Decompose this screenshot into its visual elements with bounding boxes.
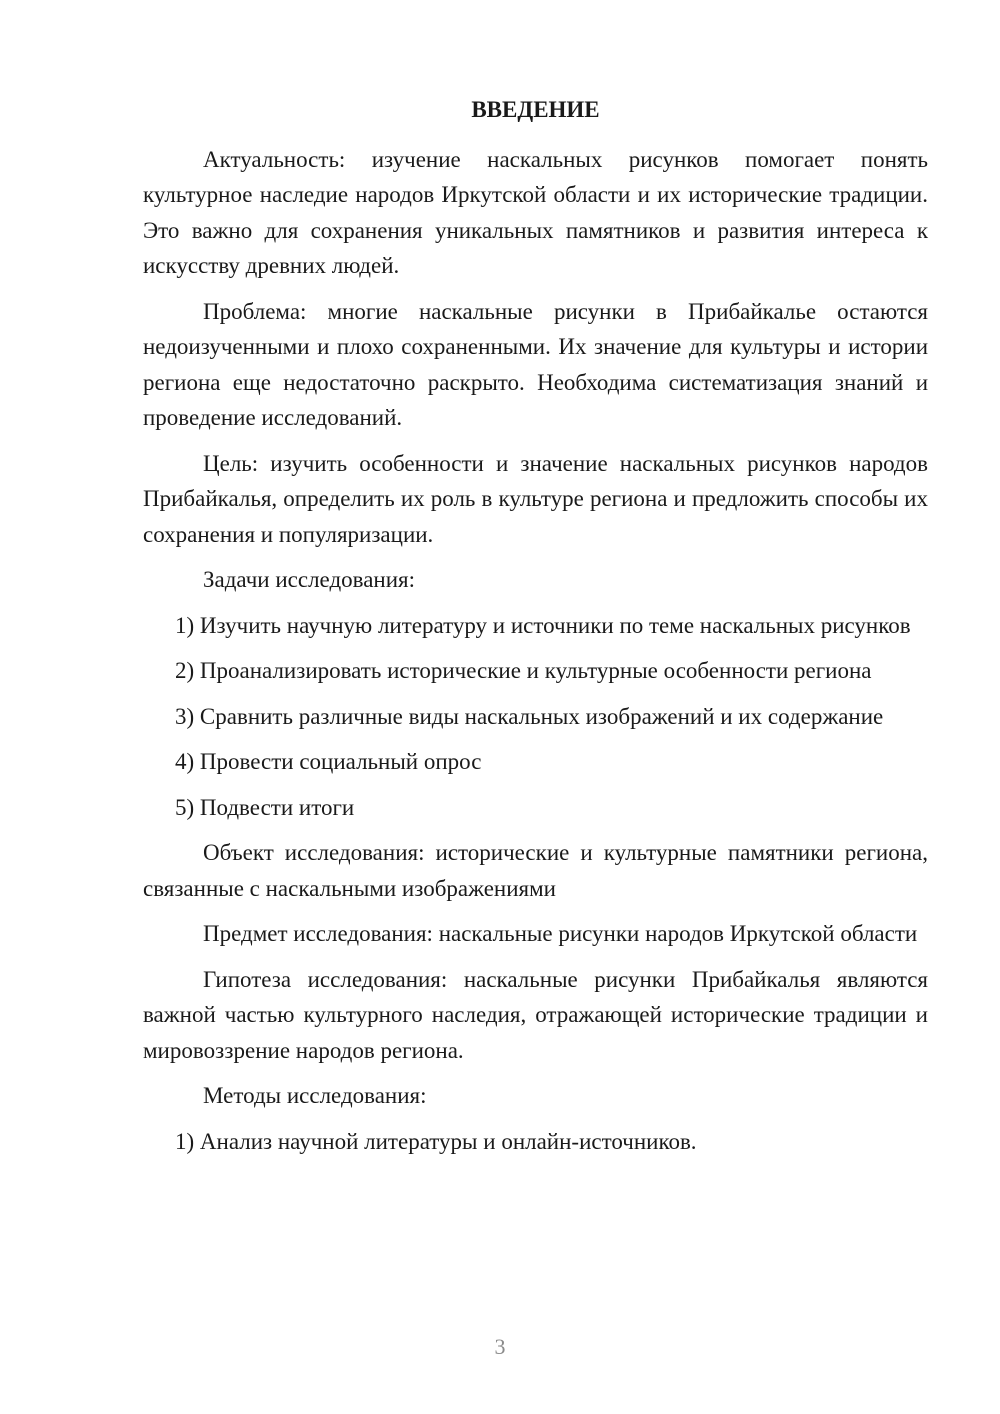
paragraph-relevance: Актуальность: изучение наскальных рисунков помогает понять культурное наследие народов Иркутской области и их исторические традиции. Это важно для сохранения уникальных памятников и развития интереса к искусству древних людей. bbox=[143, 146, 928, 278]
task-item-4: 4) Провести социальный опрос bbox=[175, 749, 482, 774]
methods-heading: Методы исследования: bbox=[203, 1083, 427, 1108]
task-item-1: 1) Изучить научную литературу и источники по теме наскальных рисунков bbox=[175, 612, 911, 638]
task-item-3: 3) Сравнить различные виды наскальных изображений и их содержание bbox=[175, 703, 884, 729]
paragraph-subject: Предмет исследования: наскальные рисунки народов Иркутской области bbox=[203, 921, 918, 946]
method-item-1: 1) Анализ научной литературы и онлайн-источников. bbox=[175, 1128, 697, 1154]
paragraph-object: Объект исследования: исторические и культурные памятники региона, связанные с наскальными изображениями bbox=[143, 840, 928, 901]
page-body bbox=[143, 92, 928, 1169]
tasks-heading: Задачи исследования: bbox=[203, 567, 416, 592]
paragraph-goal: Цель: изучить особенности и значение наскальных рисунков народов Прибайкалья, определить их роль в культуре региона и предложить способы их сохранения и популяризации. bbox=[143, 450, 928, 547]
task-item-5: 5) Подвести итоги bbox=[175, 794, 355, 820]
task-item-2: 2) Проанализировать исторические и культурные особенности региона bbox=[175, 658, 872, 683]
page-number: 3 bbox=[494, 1334, 506, 1359]
section-title: ВВЕДЕНИЕ bbox=[471, 97, 600, 122]
paragraph-hypothesis: Гипотеза исследования: наскальные рисунки Прибайкалья являются важной частью культурного наследия, отражающей исторические традиции и мировоззрение народов региона. bbox=[143, 966, 928, 1063]
paragraph-problem: Проблема: многие наскальные рисунки в Прибайкалье остаются недоизученными и плохо сохраненными. Их значение для культуры и истории региона еще недостаточно раскрыто. Необходима систематизация знаний и проведение исследований. bbox=[143, 298, 928, 430]
